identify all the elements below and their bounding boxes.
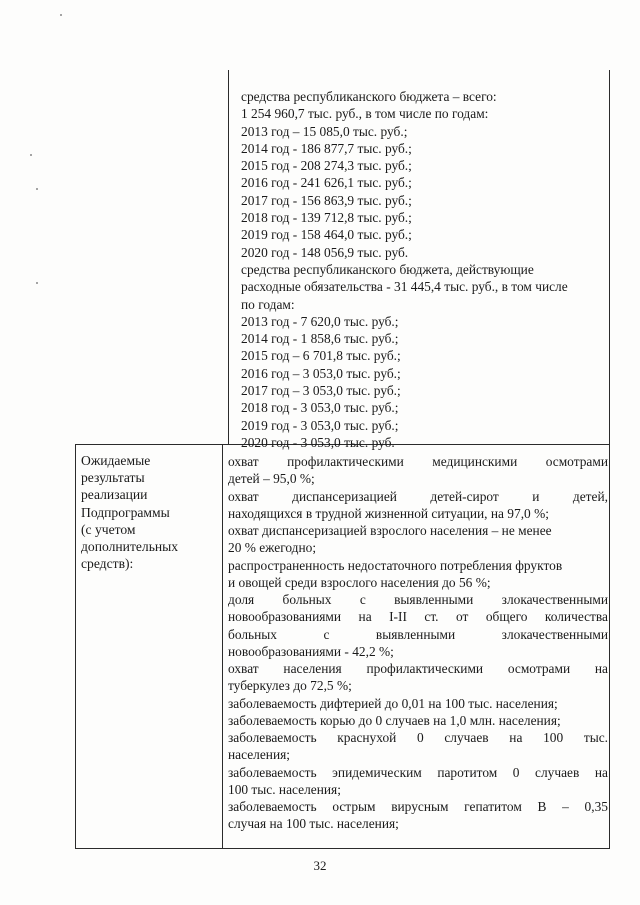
result-line: больных с выявленными злокачественными <box>228 626 608 642</box>
budget-line: 2018 год - 139 712,8 тыс. руб.; <box>241 210 412 226</box>
label-line: (с учетом <box>81 521 136 537</box>
result-line: распространенность недостаточного потребления фруктов <box>228 557 563 573</box>
result-line: охват профилактическими медицинскими осмотрами <box>228 454 608 469</box>
result-line: заболеваемость дифтерией до 0,01 на 100 тыс. населения; <box>228 695 558 711</box>
result-line: туберкулез до 72,5 %; <box>228 678 352 694</box>
result-line: охват населения профилактическими осмотрами на <box>228 661 608 676</box>
scan-speck <box>36 282 38 284</box>
budget-line: 2017 год – 3 053,0 тыс. руб.; <box>241 383 401 399</box>
result-line: 20 % ежегодно; <box>228 540 317 556</box>
budget-line: 2014 год - 1 858,6 тыс. руб.; <box>241 331 399 347</box>
result-line: населения; <box>228 747 290 763</box>
table-border-bottom <box>75 848 610 849</box>
label-line: дополнительных <box>81 539 179 555</box>
budget-line: 2016 год - 241 626,1 тыс. руб.; <box>241 175 412 191</box>
result-line: и овощей среди взрослого населения до 56 %; <box>228 574 491 590</box>
result-line: 100 тыс. населения; <box>228 781 341 797</box>
program-table <box>75 70 610 848</box>
result-line: находящихся в трудной жизненной ситуации, на 97,0 %; <box>228 505 549 521</box>
budget-line: средства республиканского бюджета, действующие <box>241 261 534 277</box>
result-line: охват диспансеризацией детей-сирот и детей, <box>228 488 608 504</box>
scan-speck <box>60 14 62 16</box>
result-line: новообразованиями - 42,2 %; <box>228 643 394 659</box>
table-border-left <box>75 444 76 848</box>
result-line: доля больных с выявленными злокачественными <box>228 592 608 607</box>
budget-line: 2016 год – 3 053,0 тыс. руб.; <box>241 365 401 381</box>
result-line: заболеваемость эпидемическим паротитом 0 случаев на <box>228 764 608 780</box>
label-line: средств): <box>81 556 134 572</box>
expected-results-label-cell <box>81 452 217 572</box>
result-line: случая на 100 тыс. населения; <box>228 816 399 832</box>
result-line: детей – 95,0 %; <box>228 471 315 487</box>
result-line: охват диспансеризацией взрослого населения – не менее <box>228 523 552 538</box>
table-column-divider-top <box>228 70 229 444</box>
label-line: реализации <box>81 487 148 503</box>
budget-line: 2015 год - 208 274,3 тыс. руб.; <box>241 158 412 174</box>
budget-line: 2019 год - 158 464,0 тыс. руб.; <box>241 227 412 243</box>
budget-line: 2020 год - 3 053,0 тыс. руб. <box>241 434 395 450</box>
result-line: заболеваемость острым вирусным гепатитом В – 0,35 <box>228 799 608 814</box>
budget-line: расходные обязательства - 31 445,4 тыс. руб., в том числе <box>241 279 568 295</box>
label-line: результаты <box>81 470 145 486</box>
page-number: 32 <box>313 858 327 873</box>
label-line: Подпрограммы <box>81 504 170 520</box>
budget-funding-cell <box>241 88 607 451</box>
budget-line: средства республиканского бюджета – всего: <box>241 89 497 104</box>
budget-line: 2013 год – 15 085,0 тыс. руб.; <box>241 123 408 139</box>
table-border-right <box>609 70 610 848</box>
result-line: новообразованиями на I-II ст. от общего количества <box>228 609 608 625</box>
scan-speck <box>30 154 32 156</box>
budget-line: 2013 год - 7 620,0 тыс. руб.; <box>241 313 399 329</box>
label-line: Ожидаемые <box>81 453 151 468</box>
budget-line: 2015 год – 6 701,8 тыс. руб.; <box>241 348 401 364</box>
budget-line: 2019 год - 3 053,0 тыс. руб.; <box>241 417 399 433</box>
budget-line: 2014 год - 186 877,7 тыс. руб.; <box>241 140 412 156</box>
budget-line: 2018 год - 3 053,0 тыс. руб.; <box>241 400 399 416</box>
budget-line: 1 254 960,7 тыс. руб., в том числе по годам: <box>241 106 489 122</box>
budget-line: по годам: <box>241 296 295 312</box>
budget-line: 2020 год - 148 056,9 тыс. руб. <box>241 244 409 260</box>
expected-results-cell <box>228 453 608 833</box>
result-line: заболеваемость краснухой 0 случаев на 100 тыс. <box>228 730 608 745</box>
table-column-divider-bottom <box>222 444 223 848</box>
scan-speck <box>36 188 38 190</box>
budget-line: 2017 год - 156 863,9 тыс. руб.; <box>241 192 412 208</box>
result-line: заболеваемость корью до 0 случаев на 1,0 млн. населения; <box>228 712 561 728</box>
